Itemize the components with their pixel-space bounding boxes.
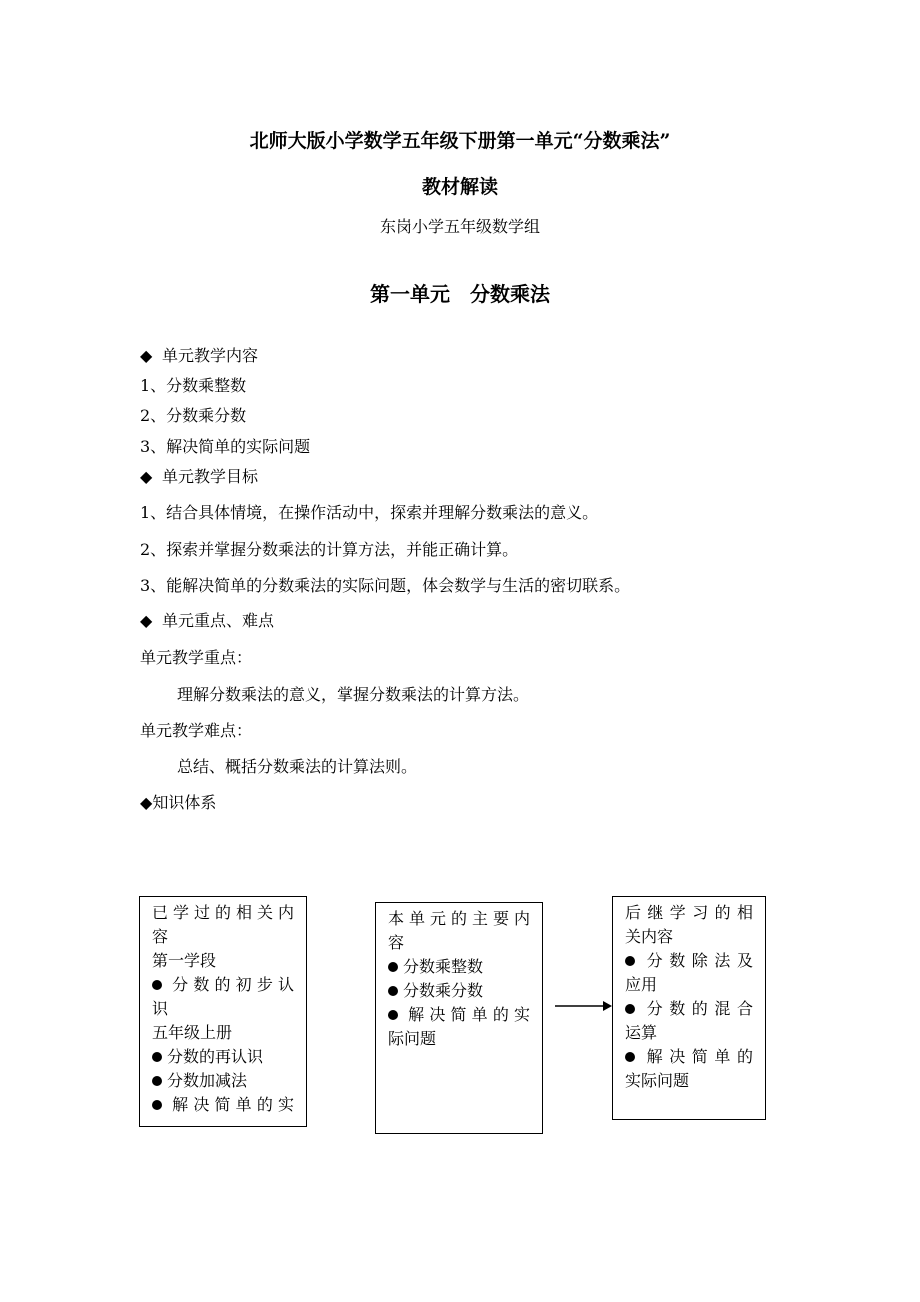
key-text: 理解分数乘法的意义，掌握分数乘法的计算方法。 xyxy=(177,685,530,704)
content-heading: 单元教学内容 xyxy=(162,346,259,365)
box-item: 分数乘分数 xyxy=(388,979,530,1003)
box-item-cont: 运算 xyxy=(625,1023,658,1042)
box-item: 分数乘整数 xyxy=(388,955,530,979)
box-item: 分数除法及 xyxy=(625,949,753,973)
content-heading-line xyxy=(140,343,258,366)
filled-circle-icon xyxy=(152,1076,162,1086)
unit-content-box xyxy=(375,902,543,1134)
goal-item: 2、探索并掌握分数乘法的计算方法，并能正确计算。 xyxy=(140,540,519,559)
content-item: 3、解决简单的实际问题 xyxy=(140,437,311,456)
goal-heading-line xyxy=(140,464,258,487)
box-heading: 容 xyxy=(388,933,405,952)
content-item: 2、分数乘分数 xyxy=(140,406,247,425)
diamond-icon: ◆ xyxy=(140,793,153,812)
box-item-cont: 实际问题 xyxy=(625,1071,690,1090)
box-heading: 容 xyxy=(152,927,169,946)
filled-circle-icon xyxy=(625,1004,635,1014)
filled-circle-icon xyxy=(625,956,635,966)
box-item: 解决简单的实 xyxy=(388,1003,530,1027)
box-item-cont: 识 xyxy=(152,999,169,1018)
diamond-icon: ◆ xyxy=(140,346,153,365)
filled-circle-icon xyxy=(152,1100,162,1110)
diamond-icon: ◆ xyxy=(140,611,153,630)
filled-circle-icon xyxy=(388,962,398,972)
follow-up-box xyxy=(612,896,766,1120)
document-title: 北师大版小学数学五年级下册第一单元“分数乘法” xyxy=(249,130,671,152)
box-heading: 本单元的主要内 xyxy=(388,909,530,928)
box-item-cont: 应用 xyxy=(625,975,658,994)
goal-heading: 单元教学目标 xyxy=(162,467,259,486)
stage-label: 五年级上册 xyxy=(152,1023,233,1042)
box-item-cont: 际问题 xyxy=(388,1029,437,1048)
system-heading: 知识体系 xyxy=(152,793,217,812)
difficulty-text: 总结、概括分数乘法的计算法则。 xyxy=(177,757,418,776)
filled-circle-icon xyxy=(625,1052,635,1062)
box-item: 分数的初步认 xyxy=(152,973,294,997)
diamond-icon: ◆ xyxy=(140,467,153,486)
prior-knowledge-box xyxy=(139,896,307,1127)
box-item: 解决简单的实 xyxy=(152,1093,294,1117)
arrow-icon xyxy=(553,998,613,1014)
difficulty-label: 单元教学难点： xyxy=(140,721,253,740)
box-heading: 后继学习的相 xyxy=(625,903,753,922)
box-heading: 关内容 xyxy=(625,927,674,946)
box-item: 分数的再认识 xyxy=(152,1045,294,1069)
filled-circle-icon xyxy=(388,1010,398,1020)
goal-item: 3、能解决简单的分数乘法的实际问题，体会数学与生活的密切联系。 xyxy=(140,576,631,595)
unit-title: 第一单元 分数乘法 xyxy=(370,282,550,306)
box-heading: 已学过的相关内 xyxy=(152,903,294,922)
goal-item: 1、结合具体情境，在操作活动中，探索并理解分数乘法的意义。 xyxy=(140,503,599,522)
document-subtitle: 教材解读 xyxy=(421,176,498,198)
filled-circle-icon xyxy=(152,980,162,990)
stage-label: 第一学段 xyxy=(152,951,217,970)
filled-circle-icon xyxy=(388,986,398,996)
key-label: 单元教学重点： xyxy=(140,648,253,667)
document-author: 东岗小学五年级数学组 xyxy=(379,217,540,236)
key-heading: 单元重点、难点 xyxy=(162,611,275,630)
key-heading-line xyxy=(140,608,274,631)
content-item: 1、分数乘整数 xyxy=(140,376,247,395)
box-item: 分数加减法 xyxy=(152,1069,294,1093)
system-heading-line xyxy=(140,790,216,813)
box-item: 分数的混合 xyxy=(625,997,753,1021)
filled-circle-icon xyxy=(152,1052,162,1062)
box-item: 解决简单的 xyxy=(625,1045,753,1069)
